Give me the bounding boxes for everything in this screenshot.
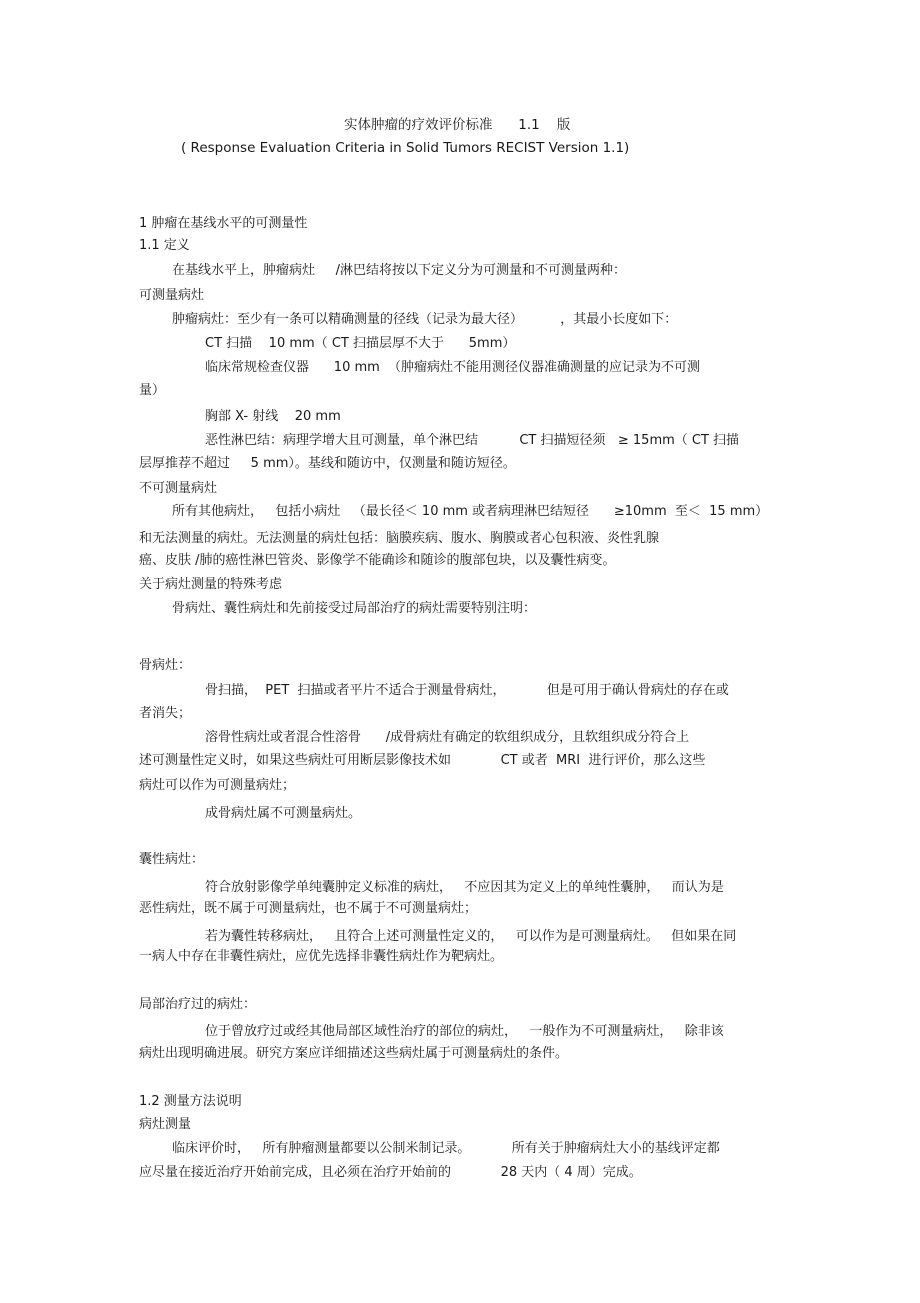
paragraph-line: 述可测量性定义时，如果这些病灶可用断层影像技术如 CT 或者 MRI 进行评价，那么这些 (139, 753, 706, 768)
paragraph-line: 符合放射影像学单纯囊肿定义标准的病灶， 不应因其为定义上的单纯性囊肿， 而认为是 (205, 880, 724, 895)
paragraph-line: 者消失； (139, 706, 192, 721)
paragraph-line: 层厚推荐不超过 5 mm）。基线和随访中，仅测量和随访短径。 (139, 456, 516, 471)
paragraph-line: 量） (139, 383, 166, 398)
paragraph-line: CT 扫描 10 mm（ CT 扫描层厚不大于 5mm） (205, 336, 516, 351)
paragraph-line: 和无法测量的病灶。无法测量的病灶包括：脑膜疾病、腹水、胸膜或者心包积液、炎性乳腺 (139, 531, 660, 546)
subsection-heading: 1.1 定义 (139, 238, 190, 253)
section-heading: 1 肿瘤在基线水平的可测量性 (139, 216, 308, 231)
paragraph-heading: 囊性病灶： (139, 852, 205, 867)
paragraph-line: 胸部 X- 射线 20 mm (205, 409, 341, 424)
paragraph-line: 临床评价时， 所有肿瘤测量都要以公制米制记录。 所有关于肿瘤病灶大小的基线评定都 (172, 1141, 720, 1156)
paragraph-line: 应尽量在接近治疗开始前完成，且必须在治疗开始前的 28 天内（ 4 周）完成。 (139, 1165, 642, 1180)
paragraph-line: 病灶可以作为可测量病灶； (139, 778, 296, 793)
subsection-heading: 1.2 测量方法说明 (139, 1094, 242, 1109)
paragraph-line: 骨病灶、囊性病灶和先前接受过局部治疗的病灶需要特别注明： (172, 601, 537, 616)
paragraph-line: 若为囊性转移病灶， 且符合上述可测量性定义的， 可以作为是可测量病灶。 但如果在同 (205, 929, 737, 944)
paragraph-line: 恶性淋巴结：病理学增大且可测量，单个淋巴结 CT 扫描短径须 ≥ 15mm（ CT 扫描 (205, 433, 740, 448)
paragraph-heading: 局部治疗过的病灶： (139, 997, 257, 1012)
paragraph-heading: 可测量病灶 (139, 288, 205, 303)
paragraph-heading: 骨病灶： (139, 658, 192, 673)
paragraph-line: 所有其他病灶， 包括小病灶 （最长径＜ 10 mm 或者病理淋巴结短径 ≥10mm 至＜ 15 mm） (172, 504, 769, 519)
paragraph-heading: 不可测量病灶 (139, 481, 218, 496)
document-subtitle: ( Response Evaluation Criteria in Solid Tumors RECIST Version 1.1) (181, 140, 630, 156)
paragraph-heading: 关于病灶测量的特殊考虑 (139, 577, 283, 592)
paragraph-line: 一病人中存在非囊性病灶，应优先选择非囊性病灶作为靶病灶。 (139, 949, 504, 964)
paragraph-line: 肿瘤病灶：至少有一条可以精确测量的径线（记录为最大径） ，其最小长度如下： (172, 312, 678, 327)
paragraph-line: 在基线水平上，肿瘤病灶 /淋巴结将按以下定义分为可测量和不可测量两种： (172, 263, 627, 278)
paragraph-line: 癌、皮肤 /肺的癌性淋巴管炎、影像学不能确诊和随诊的腹部包块，以及囊性病变。 (139, 553, 616, 568)
paragraph-line: 位于曾放疗过或经其他局部区域性治疗的部位的病灶， 一般作为不可测量病灶， 除非该 (205, 1024, 724, 1039)
paragraph-line: 恶性病灶，既不属于可测量病灶，也不属于不可测量病灶； (139, 901, 478, 916)
paragraph-line: 骨扫描， PET 扫描或者平片不适合于测量骨病灶， 但是可用于确认骨病灶的存在或 (205, 683, 729, 698)
document-title: 实体肿瘤的疗效评价标准 1.1 版 (344, 117, 571, 133)
paragraph-line: 临床常规检查仪器 10 mm （肿瘤病灶不能用测径仪器准确测量的应记录为不可测 (205, 360, 701, 375)
paragraph-line: 溶骨性病灶或者混合性溶骨 /成骨病灶有确定的软组织成分，且软组织成分符合上 (205, 730, 690, 745)
paragraph-line: 成骨病灶属不可测量病灶。 (205, 806, 362, 821)
paragraph-heading: 病灶测量 (139, 1117, 192, 1132)
paragraph-line: 病灶出现明确进展。研究方案应详细描述这些病灶属于可测量病灶的条件。 (139, 1046, 569, 1061)
